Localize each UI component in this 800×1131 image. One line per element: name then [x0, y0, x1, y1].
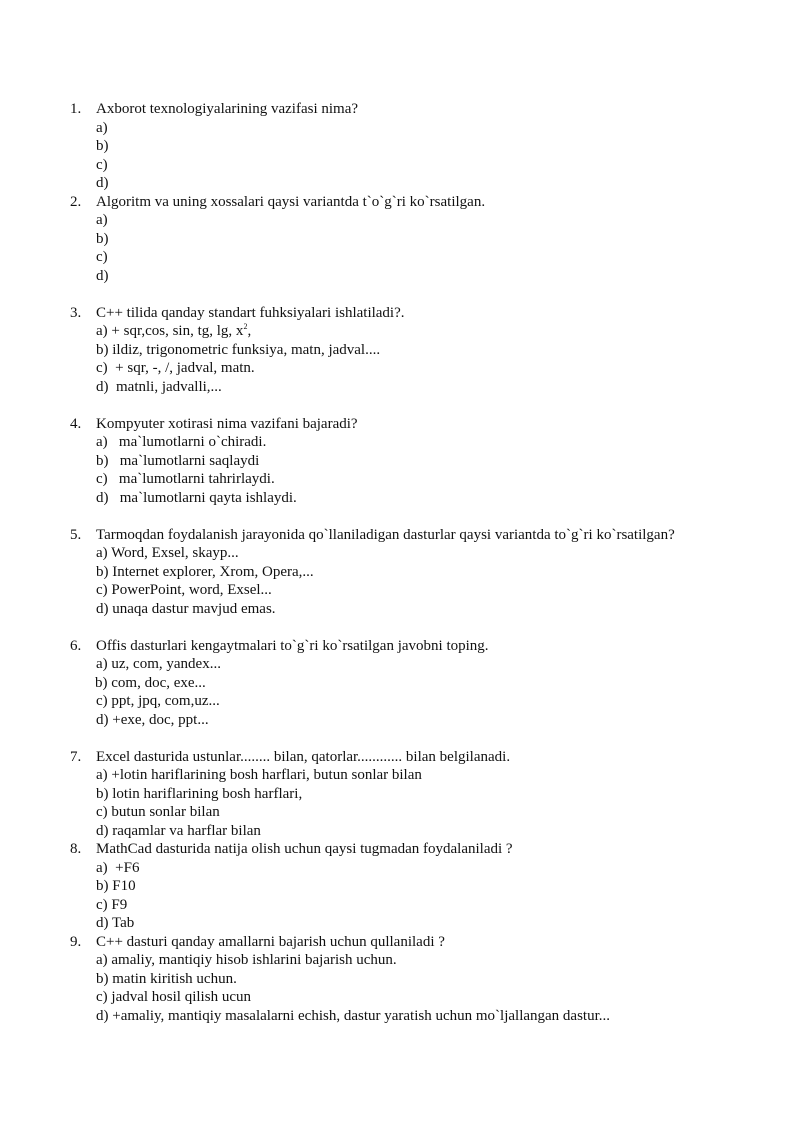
question-9 [0, 933, 800, 952]
question-1 [0, 100, 800, 119]
option-a: a) amaliy, mantiqiy hisob ishlarini bajarish uchun. [96, 952, 397, 968]
option-d: d) [96, 267, 109, 284]
option-c: c) ma`lumotlarni tahrirlaydi. [96, 471, 275, 487]
option-a: a) uz, com, yandex... [96, 656, 221, 672]
option-d: d) ma`lumotlarni qayta ishlaydi. [96, 489, 297, 506]
option-c: c) butun sonlar bilan [96, 804, 220, 820]
option-d: d) Tab [96, 915, 135, 931]
option-d: d) +exe, doc, ppt... [96, 711, 209, 728]
question-4 [0, 415, 800, 434]
question-text: C++ tilida qanday standart fuhksiyalari ishlatiladi?. [96, 304, 405, 321]
option-d: d) +amaliy, mantiqiy masalalarni echish, dastur yaratish uchun mo`ljallangan dastur... [96, 1007, 611, 1024]
option-d: d) [96, 175, 109, 191]
question-number: 7. [70, 748, 82, 765]
option-a-text: a) + sqr,cos, sin, tg, lg, x [96, 323, 244, 339]
option-b: b) ma`lumotlarni saqlaydi [96, 452, 260, 469]
option-c: c) [96, 156, 108, 173]
option-b: b) [96, 230, 109, 247]
option-c: c) [96, 249, 108, 265]
option-a: a) ma`lumotlarni o`chiradi. [96, 434, 267, 450]
option-a: a) [96, 119, 108, 136]
question-3 [0, 304, 800, 323]
option-a-tail: , [247, 323, 252, 339]
question-text: Axborot texnologiyalarining vazifasi nima? [96, 101, 359, 117]
option-b: b) matin kiritish uchun. [96, 970, 237, 987]
option-c: c) jadval hosil qilish ucun [96, 989, 251, 1005]
question-number: 9. [70, 933, 82, 950]
question-number: 3. [70, 304, 82, 321]
option-d: d) matnli, jadvalli,... [96, 378, 222, 395]
question-number: 4. [70, 415, 82, 432]
option-c: c) ppt, jpq, com,uz... [96, 693, 220, 709]
option-b: b) Internet explorer, Xrom, Opera,... [96, 563, 314, 580]
option-b: b) F10 [96, 878, 136, 894]
option-c: c) + sqr, -, /, jadval, matn. [96, 360, 255, 376]
question-5 [0, 526, 800, 545]
question-text: Excel dasturida ustunlar........ bilan, qatorlar............ bilan belgilanadi. [96, 748, 511, 765]
question-text: Tarmoqdan foydalanish jarayonida qo`llaniladigan dasturlar qaysi variantda to`g`ri ko`rsatilgan? [96, 526, 675, 543]
option-b: b) [96, 138, 109, 154]
question-text: MathCad dasturida natija olish uchun qaysi tugmadan foydalaniladi ? [96, 841, 513, 857]
question-8 [0, 840, 800, 859]
question-text: Algoritm va uning xossalari qaysi variantda t`o`g`ri ko`rsatilgan. [96, 193, 486, 210]
option-d: d) unaqa dastur mavjud emas. [96, 600, 276, 617]
option-a: a) [96, 212, 108, 228]
question-text: C++ dasturi qanday amallarni bajarish uchun qullaniladi ? [96, 933, 445, 950]
question-number: 5. [70, 526, 82, 543]
question-6 [0, 637, 800, 656]
question-2 [0, 193, 800, 212]
option-b: b) ildiz, trigonometric funksiya, matn, jadval.... [96, 341, 381, 358]
question-text: Offis dasturlari kengaytmalari to`g`ri ko`rsatilgan javobni toping. [96, 637, 489, 654]
option-b: b) com, doc, exe... [95, 674, 206, 691]
question-number: 1. [70, 101, 82, 117]
question-number: 8. [70, 841, 82, 857]
question-text: Kompyuter xotirasi nima vazifani bajaradi? [96, 415, 358, 432]
option-a [0, 322, 800, 341]
option-b: b) lotin hariflarining bosh harflari, [96, 785, 303, 802]
option-a: a) +F6 [96, 859, 140, 876]
option-c: c) F9 [96, 896, 128, 913]
option-c: c) PowerPoint, word, Exsel... [96, 582, 272, 598]
option-a: a) Word, Exsel, skayp... [96, 545, 239, 561]
option-a: a) +lotin hariflarining bosh harflari, butun sonlar bilan [96, 767, 422, 783]
question-number: 6. [70, 637, 82, 654]
question-7 [0, 748, 800, 767]
question-number: 2. [70, 193, 82, 210]
superscript: 2 [243, 322, 248, 331]
option-d: d) raqamlar va harflar bilan [96, 822, 261, 839]
